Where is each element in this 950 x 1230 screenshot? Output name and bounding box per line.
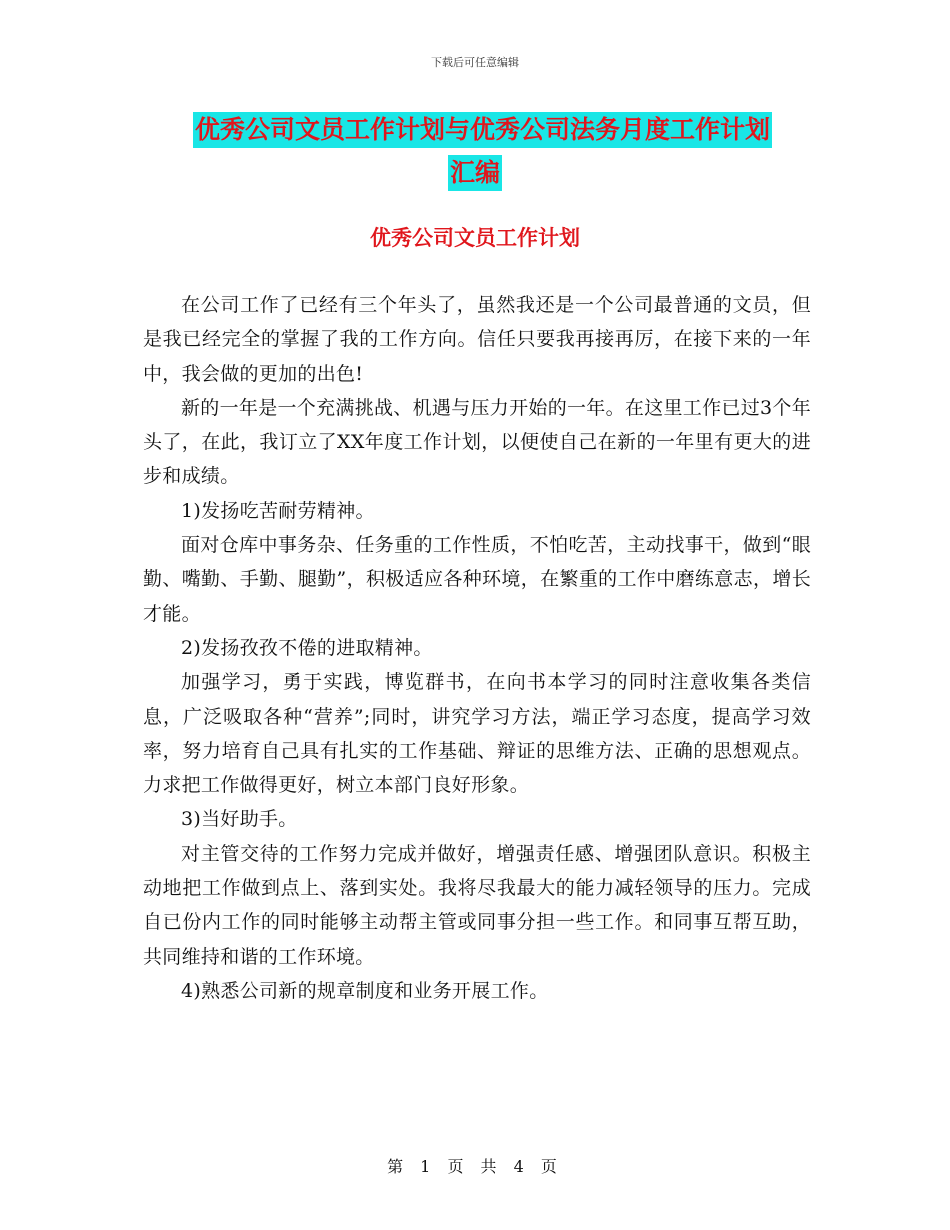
paragraph: 对主管交待的工作努力完成并做好，增强责任感、增强团队意识。积极主动地把工作做到点上、落到实处。我将尽我最大的能力减轻领导的压力。完成自已份内工作的同时能够主动帮主管或同事分担一些工作。和同事互帮互助，共同维持和谐的工作环境。 [143,842,811,968]
page-footer: 第 1 页 共 4 页 [387,1157,563,1176]
list-heading: 4)熟悉公司新的规章制度和业务开展工作。 [181,979,549,1002]
document-body [143,288,811,1008]
paragraph: 在公司工作了已经有三个年头了，虽然我还是一个公司最普通的文员，但是我已经完全的掌握了我的工作方向。信任只要我再接再厉，在接下来的一年中，我会做的更加的出色! [143,294,811,385]
paragraph: 面对仓库中事务杂、任务重的工作性质，不怕吃苦，主动找事干，做到“眼勤、嘴勤、手勤、腿勤”，积极适应各种环境，在繁重的工作中磨练意志，增长才能。 [143,534,811,625]
paragraph: 加强学习，勇于实践，博览群书，在向书本学习的同时注意收集各类信息，广泛吸取各种“营养”;同时，讲究学习方法，端正学习态度，提高学习效率，努力培育自己具有扎实的工作基础、辩证的思维方法、正确的思想观点。力求把工作做得更好，树立本部门良好形象。 [143,671,811,797]
main-title-line-1: 优秀公司文员工作计划与优秀公司法务月度工作计划 [193,112,772,148]
main-title-line-2: 汇编 [448,155,502,191]
header-note: 下载后可任意编辑 [431,56,519,69]
paragraph: 新的一年是一个充满挑战、机遇与压力开始的一年。在这里工作已过3个年头了，在此，我订立了XX年度工作计划，以便使自己在新的一年里有更大的进步和成绩。 [143,396,811,488]
list-heading: 2)发扬孜孜不倦的进取精神。 [181,636,433,659]
list-heading: 3)当好助手。 [181,808,298,831]
list-heading: 1)发扬吃苦耐劳精神。 [181,499,375,522]
section-title: 优秀公司文员工作计划 [370,225,580,250]
